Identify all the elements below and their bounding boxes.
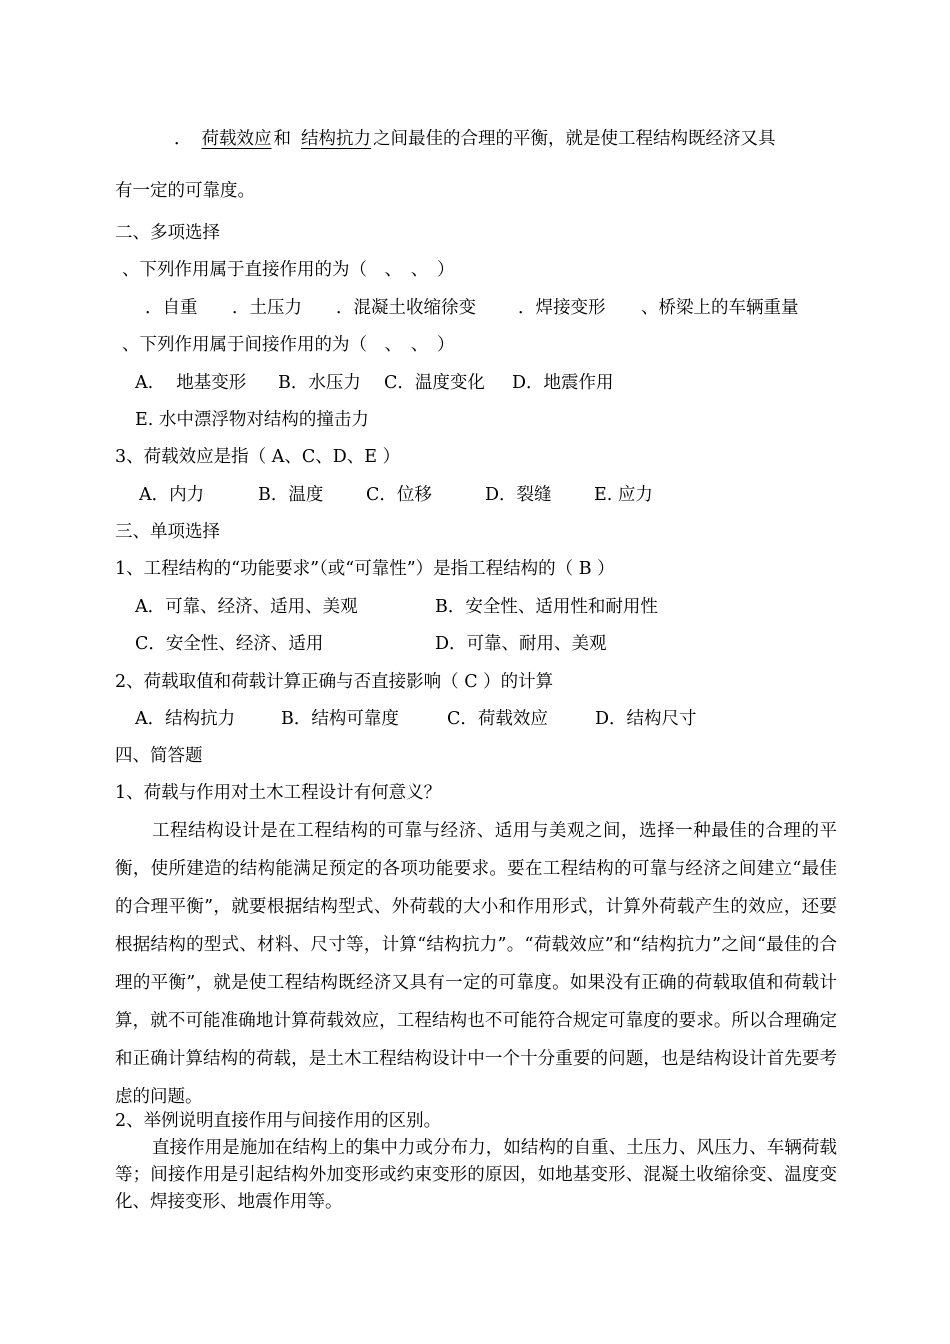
mc-q2-option-a: A. 地基变形 [135,373,247,393]
sc-q2-option-c: C．荷载效应 [447,709,548,729]
sa-question-1: 1、荷载与作用对土木工程设计有何意义？ [115,783,442,803]
mc-q3-option-e: E. 应力 [594,485,653,505]
mc-q1-option-c: ．混凝土收缩徐变 [336,298,476,318]
bullet-mark: ． [174,129,192,149]
mc-q1-option-d: ．焊接变形 [518,298,606,318]
fill-blank-rest: 之间最佳的合理的平衡，就是使工程结构既经济又具 [373,129,776,149]
mc-q2-option-b: B．水压力 [278,373,361,393]
sc-question-2: 2、荷载取值和荷载计算正确与否直接影响（ C ）的计算 [115,672,554,692]
sa-question-2: 2、举例说明直接作用与间接作用的区别。 [115,1111,442,1131]
mc-q2-option-d: D．地震作用 [512,373,614,393]
sc-q1-option-b: B．安全性、适用性和耐用性 [435,597,658,617]
sa-answer-1: 工程结构设计是在工程结构的可靠与经济、适用与美观之间，选择一种最佳的合理的平衡，使所建造的结构能满足预定的各项功能要求。要在工程结构的可靠与经济之间建立“最佳的合理平衡”，就要根据结构型式、外荷载的大小和作用形式，计算外荷载产生的效应，还要根据结构的型式、材料、尺寸等，计算“结构抗力”。“荷载效应”和“结构抗力”之间“最佳的合理的平衡”，就是使工程结构既经济又具有一定的可靠度。如果没有正确的荷载取值和荷载计算，就不可能准确地计算荷载效应，工程结构也不可能符合规定可靠度的要求。所以合理确定和正确计算结构的荷载，是土木工程结构设计中一个十分重要的问题，也是结构设计首先要考虑的问题。 [115,821,837,1107]
mc-question-1: 、下列作用属于直接作用的为（ 、 、 ） [122,260,455,280]
sc-q1-option-a: A．可靠、经济、适用、美观 [135,597,358,617]
sc-q2-option-d: D．结构尺寸 [595,709,697,729]
mc-q3-option-c: C．位移 [366,485,432,505]
sc-question-1: 1、工程结构的“功能要求”（或“可靠性”）是指工程结构的（ B ） [115,559,615,579]
fill-blank-line-1 [174,128,776,150]
mc-q3-option-b: B．温度 [258,485,324,505]
blank-answer-2: 结构抗力 [301,129,371,149]
sc-q2-option-b: B．结构可靠度 [281,709,399,729]
multiple-choice-heading: 二、多项选择 [115,223,220,243]
mc-q1-option-a: ．自重 [145,298,198,318]
sa-answer-2: 直接作用是施加在结构上的集中力或分布力，如结构的自重、土压力、风压力、车辆荷载等；间接作用是引起结构外加变形或约束变形的原因，如地基变形、混凝土收缩徐变、温度变化、焊接变形、地震作用等。 [115,1138,837,1212]
single-choice-heading: 三、单项选择 [115,522,220,542]
blank-answer-1: 荷载效应 [201,129,272,149]
short-answer-heading: 四、简答题 [115,746,203,766]
mc-q1-option-b: ．土压力 [232,298,302,318]
mc-question-2: 、下列作用属于间接作用的为（ 、 、 ） [122,335,455,355]
mc-q1-option-e: 、桥梁上的车辆重量 [641,298,799,318]
mc-q2-option-e: E. 水中漂浮物对结构的撞击力 [135,410,369,430]
mc-q2-option-c: C．温度变化 [384,373,485,393]
mc-q3-option-d: D．裂缝 [485,485,552,505]
connector-text: 和 [273,129,291,149]
sc-q1-option-c: C．安全性、经济、适用 [135,634,324,654]
sc-q2-option-a: A．结构抗力 [135,709,236,729]
mc-question-3: 3、荷载效应是指（ A、C、D、E ） [115,447,401,467]
mc-q3-option-a: A．内力 [139,485,205,505]
fill-blank-line-2: 有一定的可靠度。 [115,181,255,201]
sc-q1-option-d: D．可靠、耐用、美观 [435,634,607,654]
